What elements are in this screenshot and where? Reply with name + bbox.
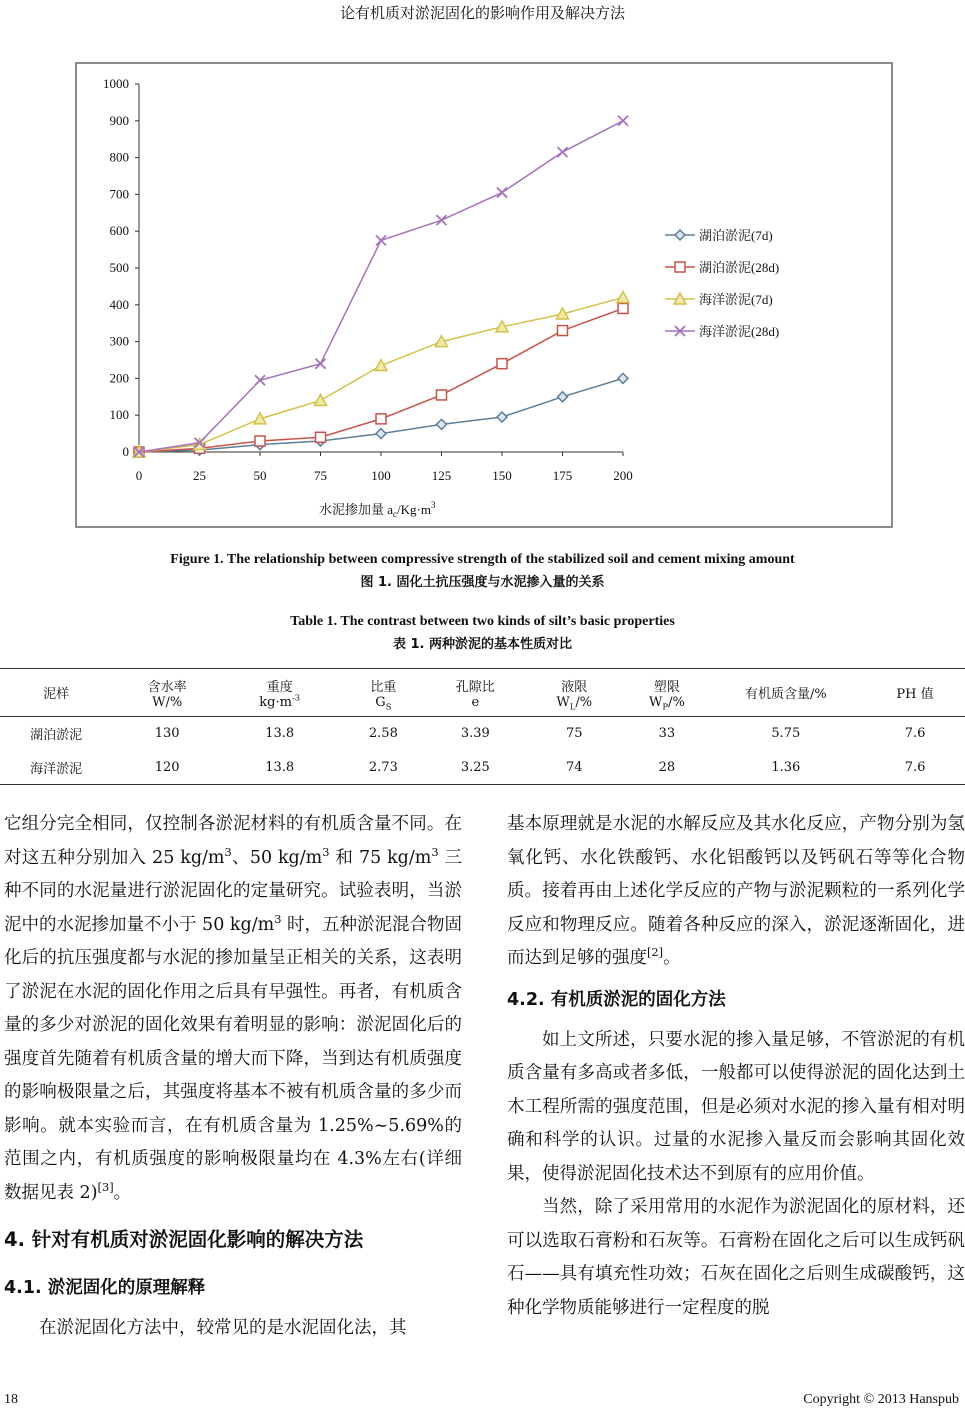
legend-label: 海洋淤泥(7d)	[699, 292, 773, 307]
table-cell: 湖泊淤泥	[30, 728, 83, 744]
data-point	[617, 291, 629, 302]
y-tick-label: 1000	[103, 76, 129, 91]
table-cell: 13.8	[265, 726, 295, 742]
data-point	[675, 262, 685, 272]
table-cell: 74	[565, 759, 583, 775]
section-heading-4: 4. 针对有机质对淤泥固化影响的解决方法	[4, 1228, 364, 1251]
body-paragraph: 如上文所述，只要水泥的掺入量足够，不管淤泥的有机质含量有多高或者多低，一般都可以使得淤泥的固化达到土木工程所需的强度范围，但是必须对水泥的掺入量有相对明确和科学的认识。过量的水泥掺入量反而会影响其固化效果，使得淤泥固化技术达不到原有的应用价值。	[507, 1029, 965, 1184]
x-tick-label: 150	[492, 468, 512, 483]
table-cell: 1.36	[771, 759, 801, 775]
table-cell: 3.39	[460, 726, 490, 742]
legend-label: 海洋淤泥(28d)	[699, 324, 780, 339]
table-cell: 13.8	[265, 759, 295, 775]
data-point	[376, 414, 386, 424]
y-tick-label: 0	[122, 444, 129, 459]
table-cell: 28	[658, 759, 676, 775]
properties-table	[0, 668, 965, 785]
legend-label: 湖泊淤泥(7d)	[699, 228, 773, 243]
data-point	[497, 412, 507, 422]
table-caption-cn: 表 1. 两种淤泥的基本性质对比	[392, 637, 573, 652]
header-organic-content: 有机质含量/%	[744, 687, 827, 702]
x-tick-label: 75	[314, 468, 327, 483]
data-point	[376, 235, 386, 245]
table-cell: 3.25	[460, 759, 490, 775]
y-tick-label: 700	[109, 186, 129, 202]
copyright: Copyright © 2013 Hanspub	[803, 1392, 959, 1407]
data-point	[437, 419, 447, 429]
x-tick-label: 25	[193, 468, 206, 483]
legend-label: 湖泊淤泥(28d)	[699, 260, 780, 275]
y-tick-label: 300	[109, 333, 129, 349]
data-point	[437, 215, 447, 225]
header-void-ratio: 孔隙比 e	[455, 679, 495, 710]
header-unit-weight: 重度 $kg\cdot m^{-3}$	[259, 679, 301, 710]
data-point	[255, 436, 265, 446]
table-row	[0, 751, 965, 785]
table-cell: 75	[565, 726, 583, 742]
table-caption-en: Table 1. The contrast between two kinds of silt’s basic properties	[290, 614, 675, 629]
body-paragraph: 基本原理就是水泥的水解反应及其水化反应，产物分别为氢氧化钙、水化铁酸钙、水化铝酸钙以及钙矾石等等化合物质。接着再由上述化学反应的产物与淤泥颗粒的一系列化学反应和物理反应。随着各种反应的深入，淤泥逐渐固化，进而达到足够的强度[2]。	[507, 814, 965, 968]
data-point	[558, 326, 568, 336]
page-number: 18	[4, 1392, 18, 1407]
header-plastic-limit: 塑限 $W_P/\%$	[649, 679, 685, 712]
header-liquid-limit: 液限 $W_L/\%$	[556, 679, 593, 712]
body-paragraph: 在淤泥固化方法中，较常见的是水泥固化法，其	[39, 1318, 407, 1338]
data-point	[497, 188, 507, 198]
header-ph: PH 值	[896, 687, 934, 702]
figure-caption-cn: 图 1. 固化土抗压强度与水泥掺入量的关系	[360, 575, 605, 590]
data-point	[315, 394, 327, 405]
data-point	[618, 373, 628, 383]
y-tick-label: 900	[109, 112, 129, 128]
body-paragraph: 它组分完全相同，仅控制各淤泥材料的有机质含量不同。在对这五种分别加入 25 $kg/m^3$、50 $kg/m^3$ 和 75 $kg/m^3$ 三种不同的水泥量进行淤泥固化的定量研究。试验表明，当淤泥中的水泥掺加量不小于 50 $kg/m^3$ 时，五种淤泥混合物固化后的抗压强度都与水泥的掺加量呈正相关的关系，这表明了淤泥在水泥的固化作用之后具有早强性。再者，有机质含量的多少对淤泥的固化效果有着明显的影响：淤泥固化后的强度首先随着有机质含量的增大而下降，当到达有机质强度的影响极限量之后，其强度将基本不被有机质含量的多少而影响。就本实验而言，在有机质含量为 1.25%~5.69%的范围之内，有机质强度的影响极限量均在 4.3%左右(详细数据见表 2)[3]。	[4, 814, 462, 1203]
figure-caption-en: Figure 1. The relationship between compressive strength of the stabilized soil and cement mixing amount	[170, 552, 795, 567]
x-tick-label: 175	[552, 468, 573, 483]
line-chart	[77, 64, 891, 526]
x-tick-label: 0	[135, 468, 143, 483]
table-cell: 2.73	[368, 759, 398, 775]
data-point	[558, 147, 568, 157]
data-point	[437, 390, 447, 400]
data-point	[497, 359, 507, 369]
table-cell: 33	[658, 726, 676, 742]
section-heading-4-1: 4.1. 淤泥固化的原理解释	[4, 1278, 206, 1298]
y-tick-label: 500	[109, 260, 129, 275]
data-point	[618, 303, 628, 313]
running-title: 论有机质对淤泥固化的影响作用及解决方法	[339, 4, 625, 22]
table-cell: 5.75	[771, 726, 801, 742]
data-point	[316, 432, 326, 442]
x-tick-label: 200	[613, 468, 633, 483]
data-point	[375, 360, 387, 371]
data-point	[618, 116, 628, 126]
right-column	[507, 808, 965, 1325]
section-heading-4-2: 4.2. 有机质淤泥的固化方法	[507, 989, 726, 1010]
y-tick-label: 400	[109, 296, 129, 312]
table-cell: 7.6	[904, 726, 926, 742]
x-tick-label: 50	[253, 468, 267, 483]
body-paragraph: 当然，除了采用常用的水泥作为淤泥固化的原材料，还可以选取石膏粉和石灰等。石膏粉在固化之后可以生成钙矾石——具有填充性功效；石灰在固化之后则生成碳酸钙，这种化学物质能够进行一定程度的脱	[507, 1197, 965, 1318]
table-header-row	[0, 669, 965, 717]
left-column	[4, 808, 462, 1346]
header-sample: 泥样	[43, 687, 70, 702]
data-point	[675, 230, 685, 240]
y-tick-label: 800	[109, 149, 129, 165]
table-cell: 130	[154, 726, 180, 742]
y-tick-label: 100	[109, 407, 129, 423]
series-line-4	[139, 121, 623, 452]
x-tick-label: 100	[371, 468, 391, 483]
table-cell: 海洋淤泥	[30, 761, 83, 777]
y-tick-label: 200	[109, 370, 129, 386]
figure-frame	[75, 62, 893, 528]
data-point	[255, 375, 265, 385]
header-water-content: 含水率 W/%	[147, 679, 187, 710]
table-row	[0, 717, 965, 751]
x-axis-label: 水泥掺加量 $a_c/Kg\cdot m^3$	[319, 500, 436, 519]
x-tick-label: 125	[431, 468, 452, 483]
table-cell: 2.58	[368, 726, 398, 742]
table-cell: 7.6	[904, 759, 926, 775]
table-cell: 120	[154, 759, 180, 775]
header-specific-gravity: 比重 $G_S$	[370, 679, 397, 712]
y-tick-label: 600	[109, 223, 129, 239]
data-point	[376, 429, 386, 439]
data-point	[558, 392, 568, 402]
data-point	[316, 359, 326, 369]
